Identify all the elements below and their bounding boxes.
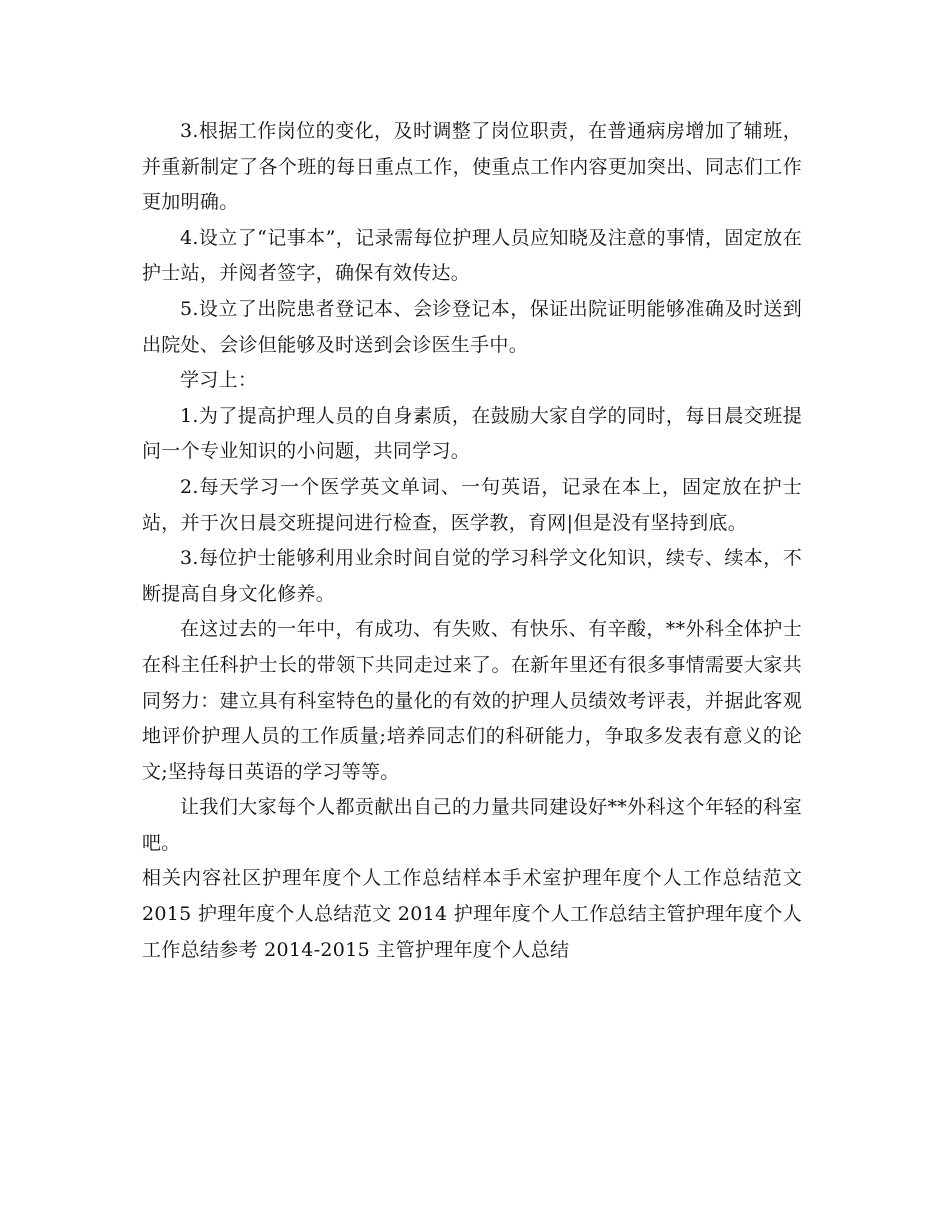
paragraph-item-5: 5.设立了出院患者登记本、会诊登记本，保证出院证明能够准确及时送到出院处、会诊但能够及时送到会诊医生手中。 — [142, 297, 802, 356]
section-heading-study: 学习上： — [180, 369, 258, 392]
document-body — [142, 114, 802, 968]
study-item-2: 2.每天学习一个医学英文单词、一句英语，记录在本上，固定放在护士站，并于次日晨交班提问进行检查，医学教，育网|但是没有坚持到底。 — [142, 475, 802, 534]
paragraph-item-4: 4.设立了“记事本”，记录需每位护理人员应知晓及注意的事情，固定放在护士站，并阅者签字，确保有效传达。 — [142, 226, 802, 285]
summary-paragraph: 在这过去的一年中，有成功、有失败、有快乐、有辛酸，**外科全体护士在科主任科护士长的带领下共同走过来了。在新年里还有很多事情需要大家共同努力：建立具有科室特色的量化的有效的护理人员绩效考评表，并据此客观地评价护理人员的工作质量;培养同志们的科研能力，争取多发表有意义的论文;坚持每日英语的学习等等。 — [142, 618, 802, 783]
related-content: 相关内容社区护理年度个人工作总结样本手术室护理年度个人工作总结范文 2015 护理年度个人总结范文 2014 护理年度个人工作总结主管护理年度个人工作总结参考 2014-2015 主管护理年度个人总结 — [142, 867, 802, 961]
closing-paragraph: 让我们大家每个人都贡献出自己的力量共同建设好**外科这个年轻的科室吧。 — [142, 796, 802, 854]
study-item-1: 1.为了提高护理人员的自身素质，在鼓励大家自学的同时，每日晨交班提问一个专业知识的小问题，共同学习。 — [142, 404, 802, 463]
study-item-3: 3.每位护士能够利用业余时间自觉的学习科学文化知识，续专、续本，不断提高自身文化修养。 — [142, 547, 802, 605]
paragraph-item-3: 3.根据工作岗位的变化，及时调整了岗位职责，在普通病房增加了辅班，并重新制定了各个班的每日重点工作，使重点工作内容更加突出、同志们工作更加明确。 — [142, 120, 802, 214]
